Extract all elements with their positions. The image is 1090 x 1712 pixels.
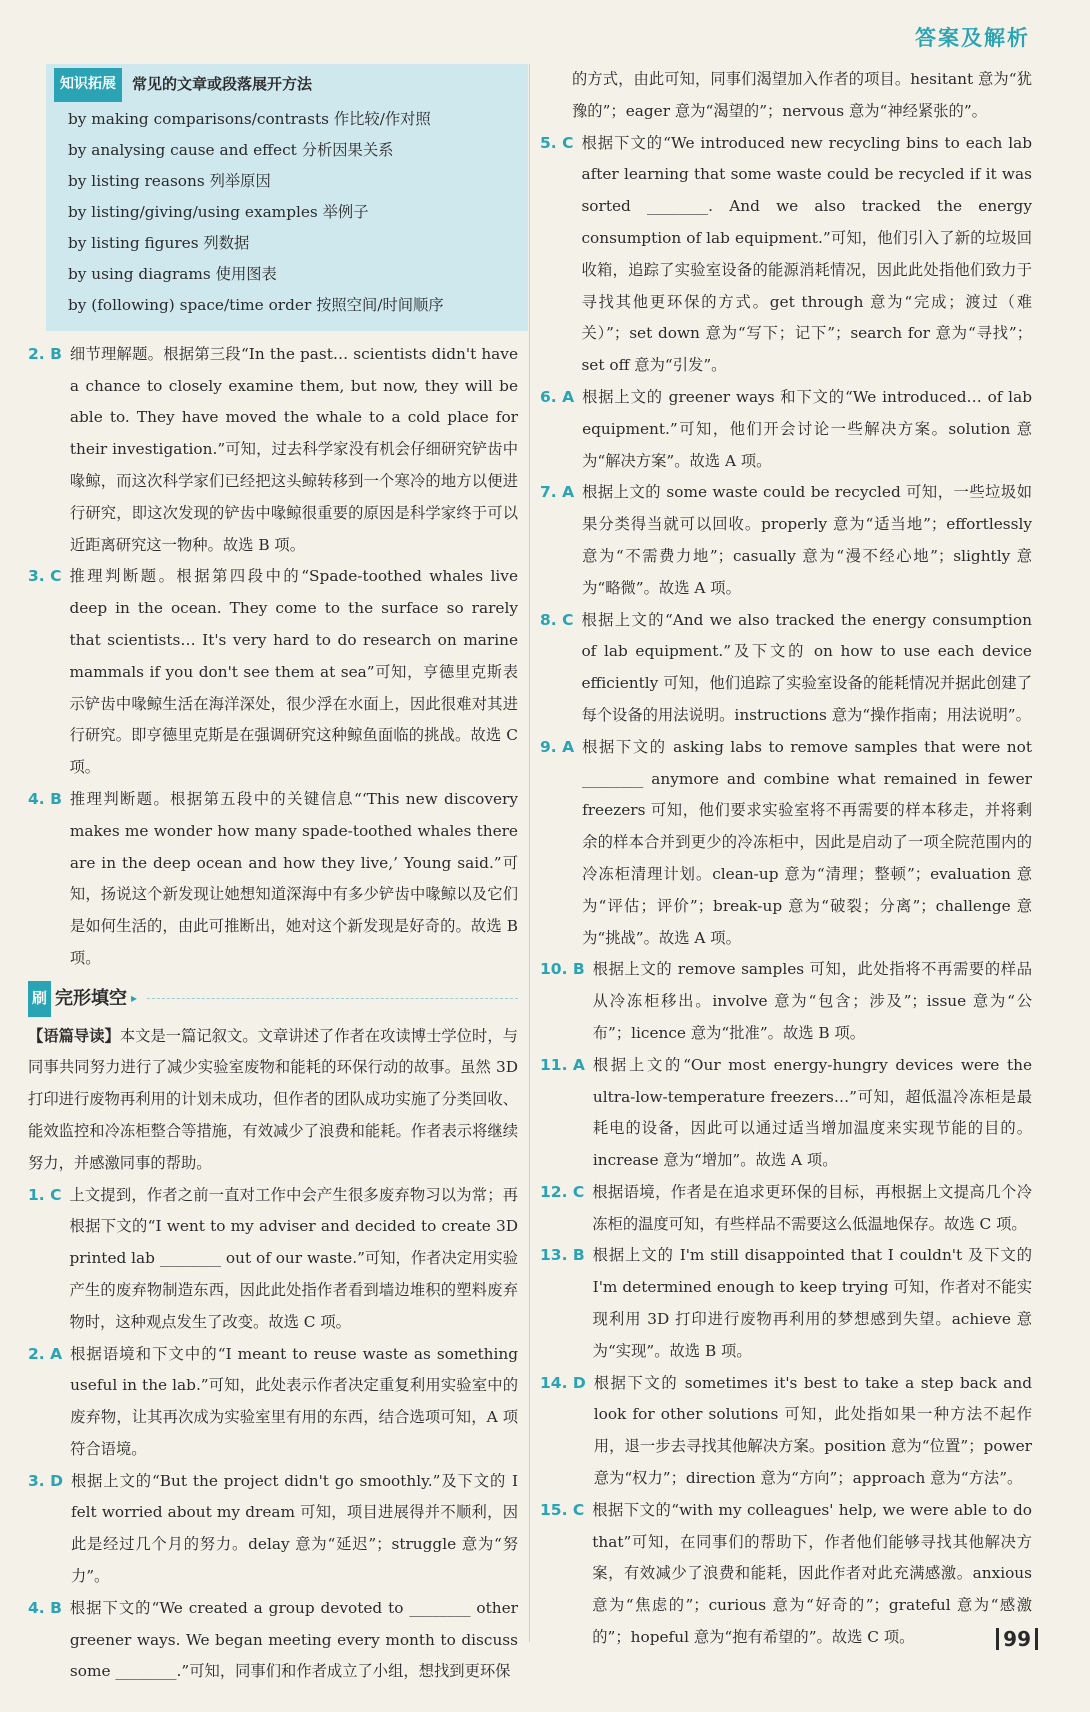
passage-intro <box>28 1021 518 1180</box>
answer-number: 9. A <box>540 737 575 756</box>
knowledge-box-item: by listing/giving/using examples 举例子 <box>68 202 369 221</box>
answer-number: 2. A <box>28 1344 63 1363</box>
answer-item <box>540 382 1032 477</box>
section-arrow-icon: ▸ <box>131 990 138 1005</box>
answer-number: 1. C <box>28 1185 62 1204</box>
intro-text: 本文是一篇记叙文。文章讲述了作者在攻读博士学位时，与同事共同努力进行了减少实验室废物和能耗的环保行动的故事。虽然 3D 打印进行废物再利用的计划未成功，但作者的团队成功实施了分类回收、能效监控和冷冻柜整合等措施，有效减少了浪费和能耗。作者表示将继续努力，并感激同事的帮助。 <box>28 1026 518 1172</box>
answer-explanation: 根据上文的“But the project didn't go smoothly.”及下文的 I felt worried about my dream 可知，项目进展得并不顺利，因此是经过几个月的努力。delay 意为“延迟”；struggle 意为“努力”。 <box>70 1471 518 1586</box>
answer-explanation: 细节理解题。根据第三段“In the past… scientists didn't have a chance to closely examine them, but now, they will be able to. They have moved the whale to a cold place for their investigation.”可知，过去科学家没有机会仔细研究铲齿中喙鲸，而这次科学家们已经把这头鲸转移到一个寒冷的地方以便进行研究，即这次发现的铲齿中喙鲸很重要的原因是科学家终于可以近距离研究这一物种。故选 B 项。 <box>69 344 518 554</box>
knowledge-box <box>46 64 528 331</box>
answer-explanation: 推理判断题。根据第四段中的“Spade-toothed whales live deep in the ocean. They come to the surface so rarely that scientists… It's very hard to do research on marine mammals if you don't see them at sea”可知，亨德里克斯表示铲齿中喙鲸生活在海洋深处，很少浮在水面上，因此很难对其进行研究。即亨德里克斯是在强调研究这种鲸鱼面临的挑战。故选 C 项。 <box>69 567 518 777</box>
answer-number: 5. C <box>540 133 574 152</box>
section-title: 完形填空 <box>55 987 128 1009</box>
answer-number: 3. C <box>28 567 62 586</box>
answer-explanation: 上文提到，作者之前一直对工作中会产生很多废弃物习以为常；再根据下文的“I went to my adviser and decided to create 3D printed lab ________ out of our waste.”可知，作者决定用实验产生的废弃物制造东西，因此此处指作者看到墙边堆积的塑料废弃物时，这种观点发生了改变。故选 C 项。 <box>69 1185 518 1331</box>
answer-explanation: 根据上文的 remove samples 可知，此处指将不再需要的样品从冷冻柜移出。involve 意为“包含；涉及”；issue 意为“公布”；licence 意为“批准”。故选 B 项。 <box>592 960 1032 1042</box>
answer-continuation <box>540 64 1032 128</box>
answer-explanation: 推理判断题。根据第五段中的关键信息“‘This new discovery makes me wonder how many spade-toothed whales there are in the deep ocean and how they live,’ Young said.”可知，扬说这个新发现让她想知道深海中有多少铲齿中喙鲸以及它们是如何生活的，由此可推断出，她对这个新发现是好奇的。故选 B 项。 <box>69 789 518 967</box>
answer-explanation: 根据语境，作者是在追求更环保的目标，再根据上文提高几个冷冻柜的温度可知，有些样品不需要这么低温地保存。故选 C 项。 <box>592 1182 1032 1233</box>
answer-item <box>28 1593 518 1688</box>
answer-number: 7. A <box>540 483 575 502</box>
answer-explanation: 根据下文的“with my colleagues' help, we were able to do that”可知，在同事们的帮助下，作者他们能够寻找其他解决方案，有效减少了浪费和能耗，因此作者对此充满感激。anxious 意为“焦虑的”；curious 意为“好奇的”；grateful 意为“感激的”；hopeful 意为“抱有希望的”。故选 C 项。 <box>592 1500 1032 1647</box>
answer-item <box>540 1240 1032 1367</box>
knowledge-box-item: by using diagrams 使用图表 <box>68 264 277 283</box>
answer-item <box>28 561 518 784</box>
column-divider <box>529 64 530 1642</box>
answer-number: 3. D <box>28 1471 63 1490</box>
page-number: 99 <box>996 1628 1038 1650</box>
answer-number: 6. A <box>540 387 575 406</box>
knowledge-box-item: by making comparisons/contrasts 作比较/作对照 <box>68 109 431 128</box>
answer-item <box>28 1339 518 1466</box>
answer-explanation: 根据上文的“Our most energy-hungry devices were the ultra-low-temperature freezers…”可知，超低温冷冻柜是最耗电的设备，因此可以通过适当增加温度来实现节能的目的。increase 意为“增加”。故选 A 项。 <box>592 1055 1032 1170</box>
knowledge-box-item: by analysing cause and effect 分析因果关系 <box>68 140 394 159</box>
answer-item <box>540 732 1032 955</box>
knowledge-box-item: by listing reasons 列举原因 <box>68 171 271 190</box>
answer-number: 2. B <box>28 344 62 363</box>
answer-number: 4. B <box>28 789 62 808</box>
answer-item <box>540 1177 1032 1241</box>
continuation-text: 的方式，由此可知，同事们渴望加入作者的项目。hesitant 意为“犹豫的”；eager 意为“渴望的”；nervous 意为“神经紧张的”。 <box>572 70 1032 120</box>
answer-number: 13. B <box>540 1246 585 1265</box>
answer-item <box>540 605 1032 732</box>
right-column <box>540 64 1032 1654</box>
answer-item <box>28 1180 518 1339</box>
answer-number: 4. B <box>28 1598 62 1617</box>
answer-item <box>28 339 518 562</box>
intro-label: 【语篇导读】 <box>28 1026 120 1045</box>
answer-item <box>28 1466 518 1593</box>
answer-number: 12. C <box>540 1182 585 1201</box>
answer-item <box>540 1368 1032 1495</box>
answer-explanation: 根据上文的“And we also tracked the energy consumption of lab equipment.”及下文的 on how to use each device efficiently 可知，他们追踪了实验室设备的能耗情况并据此创建了每个设备的用法说明。instructions 意为“操作指南；用法说明”。 <box>581 610 1032 724</box>
answer-item <box>540 1495 1032 1654</box>
section-tag: 刷 <box>28 981 51 1017</box>
answer-explanation: 根据上文的 some waste could be recycled 可知，一些垃圾如果分类得当就可以回收。properly 意为“适当地”；effortlessly 意为“不需费力地”；casually 意为“漫不经心地”；slightly 意为“略微”。故选 A 项。 <box>582 483 1032 597</box>
answer-number: 11. A <box>540 1055 585 1074</box>
answer-number: 15. C <box>540 1500 585 1519</box>
answer-item <box>540 1050 1032 1177</box>
knowledge-box-title: 常见的文章或段落展开方法 <box>132 75 313 93</box>
answer-explanation: 根据语境和下文中的“I meant to reuse waste as something useful in the lab.”可知，此处表示作者决定重复利用实验室中的废弃物，让其再次成为实验室里有用的东西，结合选项可知，A 项符合语境。 <box>70 1344 518 1458</box>
knowledge-box-item: by (following) space/time order 按照空间/时间顺序 <box>68 295 444 314</box>
answer-number: 14. D <box>540 1373 586 1392</box>
answer-number: 8. C <box>540 610 574 629</box>
answer-explanation: 根据下文的 asking labs to remove samples that were not ________ anymore and combine what remained in fewer freezers 可知，他们要求实验室将不再需要的样本移走，并将剩余的样本合并到更少的冷冻柜中，因此是启动了一项全院范围内的冷冻柜清理计划。clean-up 意为“清理；整顿”；evaluation 意为“评估；评价”；break-up 意为“破裂；分离”；challenge 意为“挑战”。故选 A 项。 <box>582 737 1032 947</box>
knowledge-box-item: by listing figures 列数据 <box>68 233 250 252</box>
answer-explanation: 根据下文的“We created a group devoted to ________ other greener ways. We began meeting every month to discuss some ________.”可知，同事们和作者成立了小组，想找到更环保 <box>69 1598 518 1681</box>
knowledge-box-tag: 知识拓展 <box>54 68 122 102</box>
knowledge-box-header <box>60 68 518 102</box>
left-column <box>28 64 518 1688</box>
answer-item <box>28 784 518 975</box>
cloze-section-header <box>28 981 518 1017</box>
answer-item <box>540 954 1032 1049</box>
continuation-indent <box>540 64 572 128</box>
answer-explanation: 根据下文的“We introduced new recycling bins to each lab after learning that some waste could be recycled if it was sorted ________. And we also tracked the energy consumption of lab equipment.”可知，他们引入了新的垃圾回收箱，追踪了实验室设备的能源消耗情况，因此此处指他们致力于寻找其他更环保的方式。get through 意为“完成；渡过（难关）”；set down 意为“写下；记下”；search for 意为“寻找”；set off 意为“引发”。 <box>581 133 1032 375</box>
header-title: 答案及解析 <box>915 26 1030 50</box>
answer-number: 10. B <box>540 960 585 979</box>
answer-explanation: 根据下文的 sometimes it's best to take a step back and look for other solutions 可知，此处指如果一种方法不起作用，退一步去寻找其他解决方案。position 意为“位置”；power 意为“权力”；direction 意为“方向”；approach 意为“方法”。 <box>593 1373 1032 1488</box>
section-divider <box>147 998 518 999</box>
answer-explanation: 根据上文的 greener ways 和下文的“We introduced… of lab equipment.”可知，他们开会讨论一些解决方案。solution 意为“解决方案”。故选 A 项。 <box>582 387 1032 470</box>
answer-explanation: 根据上文的 I'm still disappointed that I couldn't 及下文的 I'm determined enough to keep trying 可知，作者对不能实现利用 3D 打印进行废物再利用的梦想感到失望。achieve 意为“实现”。故选 B 项。 <box>592 1246 1032 1360</box>
answer-item <box>540 477 1032 604</box>
answer-item <box>540 128 1032 382</box>
